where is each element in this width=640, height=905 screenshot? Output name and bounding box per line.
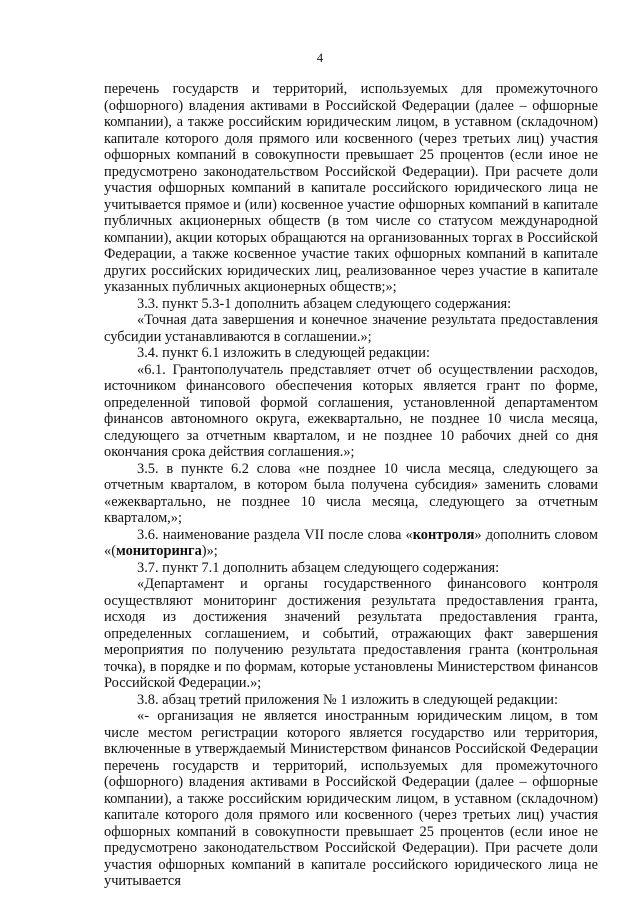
paragraph-item-3-4-text: «6.1. Грантополучатель представляет отчет об осуществлении расходов, источником финансового обеспечения которых является грант по форме, определенной типовой формой соглашения, установленной департаментом финансов автономного округа, ежеквартально, не позднее 10 числа месяца, следующего за отчетным кварталом, и не позднее 10 рабочих дней со дня окончания срока действия соглашения.»; <box>104 361 598 460</box>
paragraph-item-3-8-text: «- организация не является иностранным юридическим лицом, в том числе местом регистрации которого является государство или территория, включенные в утверждаемый Министерством финансов Российской Федерации перечень государств и территорий, используемых для промежуточного (офшорного) владения активами в Российской Федерации (далее – офшорные компании), а также российским юридическим лицом, в уставном (складочном) капитале которого доля прямого или косвенного (через третьих лиц) участия офшорных компаний в совокупности превышает 25 процентов (если иное не предусмотрено законодательством Российской Федерации). При расчете доли участия офшорных компаний в капитале российского юридического лица не учитывается <box>104 708 598 889</box>
paragraph-item-3-3: 3.3. пункт 5.3-1 дополнить абзацем следующего содержания: <box>137 295 512 312</box>
paragraph-item-3-5: 3.5. в пункте 6.2 слова «не позднее 10 числа месяца, следующего за отчетным кварталом, в котором была получена субсидия» заменить словами «ежеквартально, не позднее 10 числа месяца, следующего за отчетным кварталом,»; <box>104 460 598 526</box>
paragraph-item-3-7-text: «Департамент и органы государственного финансового контроля осуществляют мониторинг достижения результата предоставления гранта, исходя из достижения значений результата предоставления гранта, определенных соглашением, и событий, отражающих факт завершения мероприятия по получению результата предоставления гранта (контрольная точка), в порядке и по формам, которые установлены Министерством финансов Российской Федерации.»; <box>104 576 598 691</box>
paragraph-offshore-continuation: перечень государств и территорий, используемых для промежуточного (офшорного) владения активами в Российской Федерации (далее – офшорные компании), а также российским юридическим лицом, в уставном (складочном) капитале которого доля прямого или косвенного (через третьих лиц) участия офшорных компаний в совокупности превышает 25 процентов (если иное не предусмотрено законодательством Российской Федерации). При расчете доли участия офшорных компаний в капитале российского юридического лица не учитывается прямое и (или) косвенное участие офшорных компаний в капитале публичных акционерных обществ (в том числе со статусом международной компании), акции которых обращаются на организованных торгах в Российской Федерации, а также косвенное участие таких офшорных компаний в капитале других российских юридических лиц, реализованное через участие в капитале указанных публичных акционерных обществ;»; <box>104 81 598 295</box>
item-3-6-bold-monitoring: мониторинга <box>116 543 202 559</box>
item-3-6-text-a: 3.6. наименование раздела VII после слова « <box>137 526 413 543</box>
item-3-6-text-e: )»; <box>201 543 218 559</box>
document-body <box>104 81 598 890</box>
paragraph-item-3-4: 3.4. пункт 6.1 изложить в следующей редакции: <box>137 345 430 361</box>
paragraph-item-3-6 <box>104 527 598 560</box>
paragraph-item-3-7: 3.7. пункт 7.1 дополнить абзацем следующего содержания: <box>137 559 500 576</box>
paragraph-item-3-8: 3.8. абзац третий приложения № 1 изложить в следующей редакции: <box>137 691 558 708</box>
item-3-6-text-c: » дополнить словом «( <box>104 526 598 559</box>
item-3-6-bold-control: контроля <box>412 526 475 543</box>
page-number: 4 <box>316 51 324 65</box>
paragraph-item-3-3-text: «Точная дата завершения и конечное значение результата предоставления субсидии устанавливаются в соглашении.»; <box>104 312 598 345</box>
